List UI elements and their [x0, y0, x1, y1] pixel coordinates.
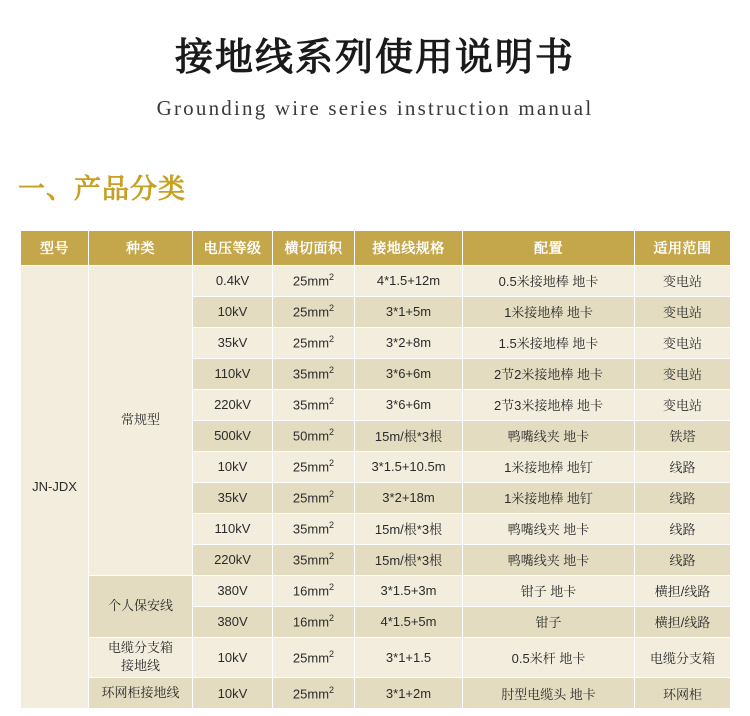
cell-scope: 变电站 [635, 389, 731, 420]
cell-spec: 15m/根*3根 [355, 544, 463, 575]
cell-scope: 线路 [635, 451, 731, 482]
cell-spec: 4*1.5+5m [355, 606, 463, 637]
table-row [21, 678, 731, 709]
cell-scope: 横担/线路 [635, 606, 731, 637]
column-header-scope: 适用范围 [635, 230, 731, 265]
table-body [21, 265, 731, 709]
cell-config: 0.5米杆 地卡 [463, 637, 635, 678]
cell-config: 1米接地棒 地钉 [463, 451, 635, 482]
cell-area: $16mm^2$ [273, 606, 355, 637]
cell-voltage: 10kV [193, 451, 273, 482]
column-header-spec: 接地线规格 [355, 230, 463, 265]
cell-scope: 环网柜 [635, 678, 731, 709]
cell-config: 钳子 [463, 606, 635, 637]
column-header-model: 型号 [21, 230, 89, 265]
spec-table [20, 230, 731, 710]
cell-scope: 铁塔 [635, 420, 731, 451]
cell-spec: 3*6+6m [355, 389, 463, 420]
column-header-area: 横切面积 [273, 230, 355, 265]
table-row [21, 637, 731, 678]
cell-voltage: 380V [193, 575, 273, 606]
cell-voltage: 220kV [193, 544, 273, 575]
cell-voltage: 35kV [193, 327, 273, 358]
cell-config: 1米接地棒 地卡 [463, 296, 635, 327]
cell-voltage: 35kV [193, 482, 273, 513]
cell-spec: 15m/根*3根 [355, 513, 463, 544]
column-header-voltage: 电压等级 [193, 230, 273, 265]
cell-voltage: 10kV [193, 637, 273, 678]
cell-config: 钳子 地卡 [463, 575, 635, 606]
cell-scope: 线路 [635, 544, 731, 575]
cell-area: $16mm^2$ [273, 575, 355, 606]
cell-kind: 电缆分支箱 接地线 [89, 637, 193, 678]
cell-spec: 3*1.5+3m [355, 575, 463, 606]
cell-area: $25mm^2$ [273, 451, 355, 482]
cell-voltage: 380V [193, 606, 273, 637]
cell-area: $35mm^2$ [273, 513, 355, 544]
table-row [21, 265, 731, 296]
cell-spec: 15m/根*3根 [355, 420, 463, 451]
column-header-config: 配置 [463, 230, 635, 265]
page-subtitle: Grounding wire series instruction manual [156, 95, 594, 120]
cell-area: $35mm^2$ [273, 389, 355, 420]
cell-config: 鸭嘴线夹 地卡 [463, 420, 635, 451]
cell-spec: 3*2+18m [355, 482, 463, 513]
cell-spec: 3*1+5m [355, 296, 463, 327]
cell-spec: 3*1+1.5 [355, 637, 463, 678]
cell-area: $25mm^2$ [273, 327, 355, 358]
cell-voltage: 110kV [193, 358, 273, 389]
title-block [0, 0, 750, 121]
page-title: 接地线系列使用说明书 [174, 37, 575, 79]
cell-area: $25mm^2$ [273, 265, 355, 296]
cell-area: $50mm^2$ [273, 420, 355, 451]
cell-config: 鸭嘴线夹 地卡 [463, 544, 635, 575]
cell-voltage: 0.4kV [193, 265, 273, 296]
cell-kind: 环网柜接地线 [89, 678, 193, 709]
cell-config: 肘型电缆头 地卡 [463, 678, 635, 709]
cell-spec: 3*6+6m [355, 358, 463, 389]
table-row [21, 575, 731, 606]
cell-area: $25mm^2$ [273, 637, 355, 678]
cell-voltage: 500kV [193, 420, 273, 451]
cell-area: $35mm^2$ [273, 358, 355, 389]
cell-voltage: 10kV [193, 296, 273, 327]
spec-table-wrapper [20, 230, 730, 710]
cell-voltage: 220kV [193, 389, 273, 420]
cell-config: 1米接地棒 地钉 [463, 482, 635, 513]
cell-scope: 变电站 [635, 327, 731, 358]
cell-config: 2节3米接地棒 地卡 [463, 389, 635, 420]
cell-scope: 横担/线路 [635, 575, 731, 606]
cell-scope: 线路 [635, 513, 731, 544]
cell-model: JN-JDX [21, 265, 89, 709]
section-heading: 一、产品分类 [18, 173, 186, 204]
cell-spec: 4*1.5+12m [355, 265, 463, 296]
cell-area: $35mm^2$ [273, 544, 355, 575]
cell-config: 0.5米接地棒 地卡 [463, 265, 635, 296]
table-header [21, 230, 731, 265]
cell-scope: 变电站 [635, 265, 731, 296]
cell-voltage: 110kV [193, 513, 273, 544]
cell-kind: 常规型 [89, 265, 193, 575]
cell-scope: 电缆分支箱 [635, 637, 731, 678]
cell-area: $25mm^2$ [273, 678, 355, 709]
column-header-kind: 种类 [89, 230, 193, 265]
cell-config: 1.5米接地棒 地卡 [463, 327, 635, 358]
cell-area: $25mm^2$ [273, 296, 355, 327]
cell-voltage: 10kV [193, 678, 273, 709]
cell-scope: 变电站 [635, 296, 731, 327]
cell-spec: 3*2+8m [355, 327, 463, 358]
cell-scope: 线路 [635, 482, 731, 513]
cell-config: 2节2米接地棒 地卡 [463, 358, 635, 389]
cell-area: $25mm^2$ [273, 482, 355, 513]
cell-spec: 3*1+2m [355, 678, 463, 709]
cell-config: 鸭嘴线夹 地卡 [463, 513, 635, 544]
cell-spec: 3*1.5+10.5m [355, 451, 463, 482]
cell-kind: 个人保安线 [89, 575, 193, 637]
table-header-row [21, 230, 731, 265]
cell-scope: 变电站 [635, 358, 731, 389]
